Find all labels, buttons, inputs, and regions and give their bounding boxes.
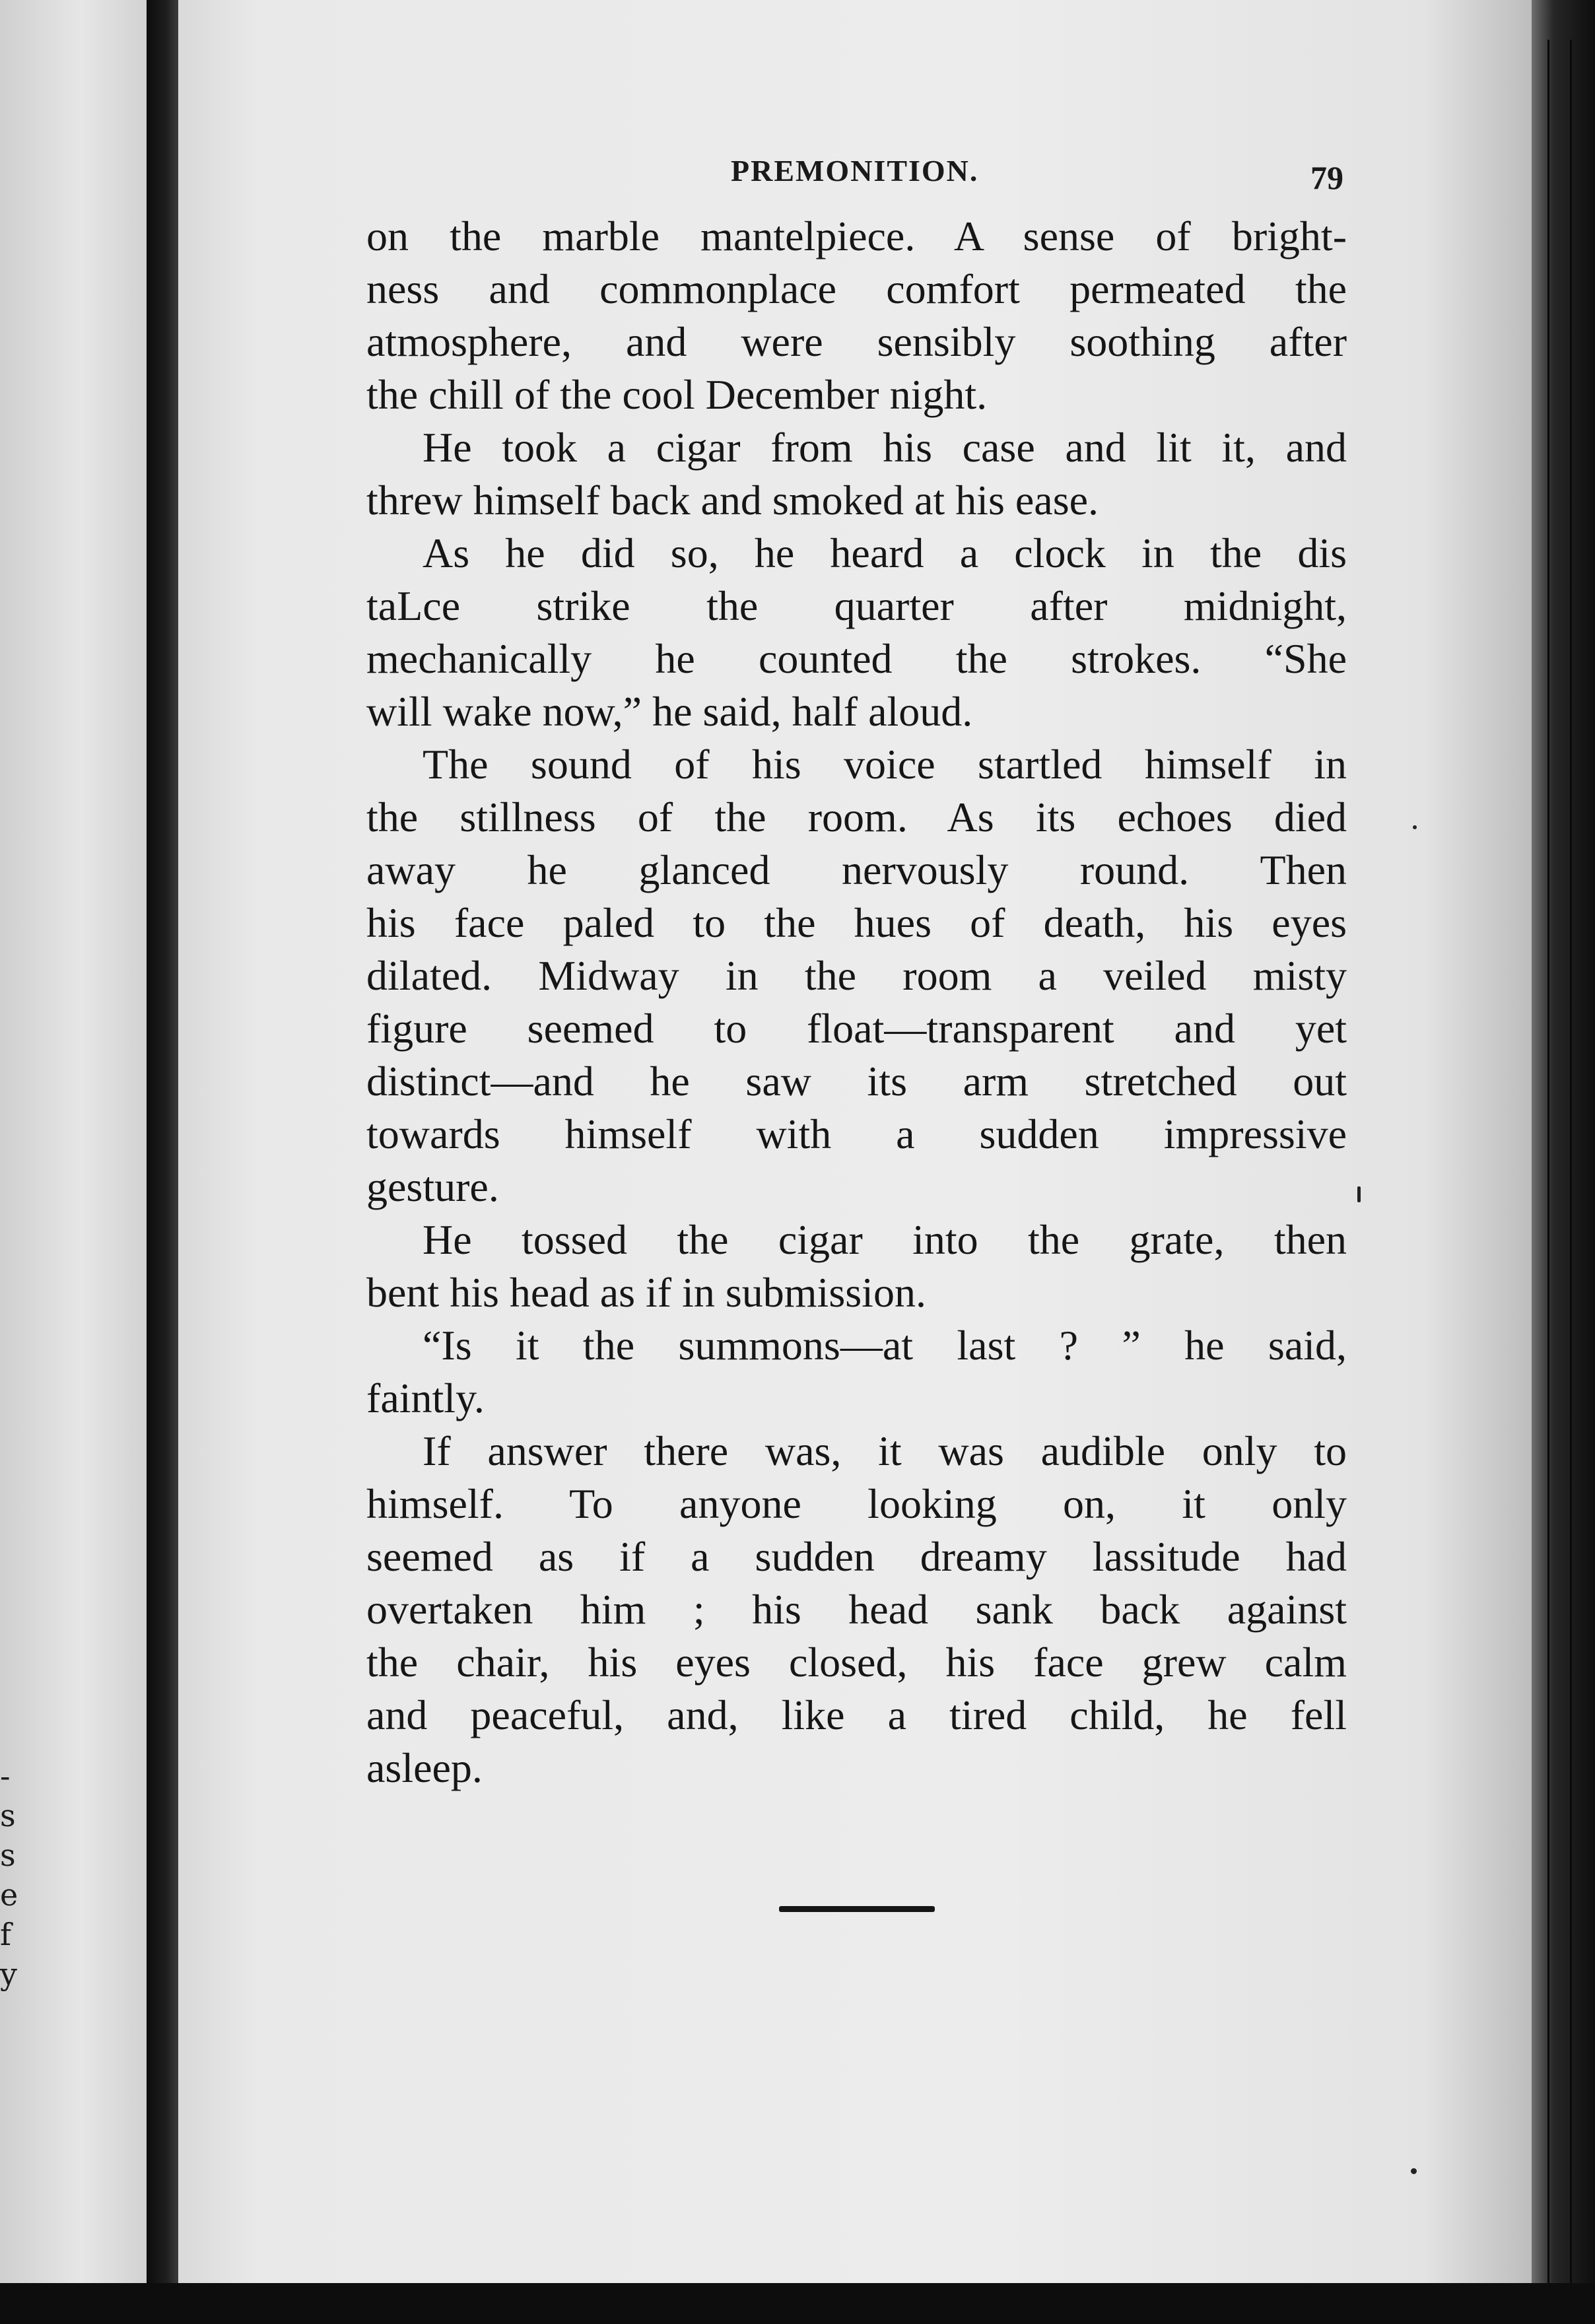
- text-line: faintly.: [366, 1375, 485, 1421]
- page-edge-shadow: [1532, 0, 1595, 2324]
- page-number: 79: [1310, 159, 1343, 196]
- facing-page-letter-fragments: [0, 1756, 20, 1994]
- text-line: the chill of the cool December night.: [366, 371, 988, 418]
- text-line: himself. To anyone looking on, it only: [366, 1480, 1347, 1527]
- text-line: “Is it the summons—at last ? ” he said,: [423, 1322, 1347, 1369]
- text-line: As he did so, he heard a clock in the dis: [423, 530, 1347, 576]
- text-line: figure seemed to float—transparent and yet: [366, 1005, 1347, 1052]
- facing-page-glyph: e: [0, 1877, 18, 1913]
- scan-speck: [1411, 2168, 1417, 2174]
- body-text: [366, 210, 1347, 1794]
- text-line: He tossed the cigar into the grate, then: [423, 1216, 1347, 1263]
- text-line: away he glanced nervously round. Then: [366, 846, 1347, 893]
- text-line: asleep.: [366, 1744, 483, 1791]
- facing-page-glyph: -: [0, 1758, 11, 1794]
- text-line: towards himself with a sudden impressive: [366, 1111, 1347, 1157]
- text-line: He took a cigar from his case and lit it, and: [423, 424, 1347, 471]
- running-head-title: PREMONITION.: [731, 154, 979, 188]
- text-line: taLce strike the quarter after midnight,: [366, 582, 1347, 629]
- facing-page-fragment: [0, 0, 147, 2291]
- text-line: atmosphere, and were sensibly soothing after: [366, 318, 1347, 365]
- text-line: distinct—and he saw its arm stretched out: [366, 1058, 1347, 1105]
- text-line: dilated. Midway in the room a veiled misty: [366, 952, 1347, 999]
- section-end-rule: [779, 1906, 935, 1912]
- text-line: seemed as if a sudden dreamy lassitude had: [366, 1533, 1347, 1580]
- facing-page-glyph: f: [0, 1917, 12, 1952]
- scan-speck: [1413, 825, 1417, 829]
- book-gutter: [147, 0, 178, 2324]
- text-line: gesture.: [366, 1163, 499, 1210]
- text-line: overtaken him ; his head sank back against: [366, 1586, 1347, 1633]
- text-line: will wake now,” he said, half aloud.: [366, 688, 973, 735]
- text-line: The sound of his voice startled himself in: [423, 741, 1347, 788]
- facing-page-glyph: y: [0, 1956, 17, 1992]
- running-head: [0, 153, 1595, 199]
- text-line: the stillness of the room. As its echoes died: [366, 794, 1347, 840]
- text-line: and peaceful, and, like a tired child, he fell: [366, 1692, 1347, 1738]
- text-line: If answer there was, it was audible only to: [423, 1427, 1347, 1474]
- text-line: on the marble mantelpiece. A sense of bright-: [366, 213, 1347, 259]
- scan-speck: [1357, 1186, 1361, 1202]
- text-line: his face paled to the hues of death, his eyes: [366, 899, 1347, 946]
- text-line: mechanically he counted the strokes. “She: [366, 635, 1347, 682]
- facing-page-glyph: s: [0, 1837, 16, 1873]
- facing-page-glyph: s: [0, 1798, 16, 1833]
- text-line: bent his head as if in submission.: [366, 1269, 926, 1316]
- text-line: threw himself back and smoked at his ease.: [366, 477, 1099, 524]
- scan-bottom-edge: [0, 2283, 1595, 2324]
- text-line: the chair, his eyes closed, his face grew calm: [366, 1639, 1347, 1686]
- text-line: ness and commonplace comfort permeated the: [366, 265, 1347, 312]
